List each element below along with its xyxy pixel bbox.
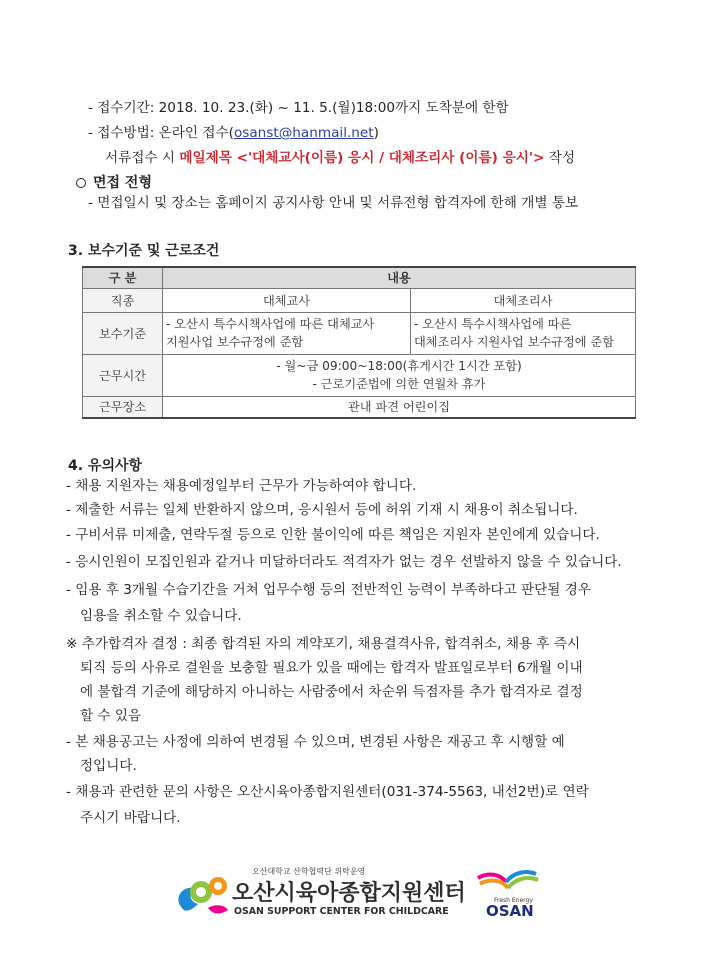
- job-cook: 대체조리사: [411, 288, 636, 312]
- logo-tagline: 오산대학교 산학협력단 위탁운영: [252, 867, 366, 876]
- logo-english-name: OSAN SUPPORT CENTER FOR CHILDCARE: [234, 906, 449, 917]
- notice-item-cont: 주시기 바랍니다.: [80, 810, 181, 826]
- notice-item: - 구비서류 미제출, 연락두절 등으로 인한 불이익에 따른 책임은 지원자 본인에게 있습니다.: [66, 527, 600, 543]
- method-prefix: - 접수방법: 온라인 접수(: [88, 125, 234, 141]
- email-link[interactable]: osanst@hanmail.net: [233, 125, 374, 141]
- notice-item: - 응시인원이 모집인원과 같거나 미달하더라도 적격자가 없는 경우 선발하지 않을 수 있습니다.: [66, 554, 622, 570]
- logo-city-name: OSAN: [486, 902, 534, 920]
- interview-heading: [76, 172, 152, 192]
- center-logo: [168, 864, 548, 934]
- additional-pass-note-cont: 퇴직 등의 사유로 결원을 보충할 필요가 있을 때에는 합격자 발표일로부터 6개월 이내: [80, 660, 583, 676]
- application-period: - 접수기간: 2018. 10. 23.(화) ~ 11. 5.(월)18:00까지 도착분에 한함: [88, 100, 509, 116]
- work-hours: [163, 354, 636, 396]
- pay-teacher-line1: - 오산시 특수시책사업에 따른 대체교사: [166, 317, 375, 331]
- pay-cook: [411, 312, 636, 354]
- notice-item: - 채용 지원자는 채용예정일부터 근무가 가능하여야 합니다.: [66, 478, 417, 494]
- notice-item: - 본 채용공고는 사정에 의하여 변경될 수 있으며, 변경된 사항은 재공고 후 시행할 예: [66, 734, 565, 750]
- pay-cook-line1: - 오산시 특수시책사업에 따른: [414, 317, 572, 331]
- row-label-hours: 근무시간: [83, 354, 163, 396]
- logo-center-name: 오산시육아종합지원센터: [232, 881, 466, 906]
- row-label-job: 직종: [83, 288, 163, 312]
- notice-item: - 임용 후 3개월 수습기간을 거쳐 업무수행 등의 전반적인 능력이 부족하다고 판단될 경우: [66, 582, 592, 598]
- working-conditions-table: [82, 266, 636, 419]
- table-header-content: 내용: [163, 267, 636, 288]
- work-place: 관내 파견 어린이집: [163, 396, 636, 418]
- notice-item: - 제출한 서류는 일체 반환하지 않으며, 응시원서 등에 허위 기재 시 채용이 취소됩니다.: [66, 502, 578, 518]
- logo-graphic: [168, 864, 548, 934]
- email-subject-instruction: [105, 149, 575, 167]
- logo-fresh-energy: Fresh Energy: [494, 897, 533, 904]
- pay-teacher-line2: 지원사업 보수규정에 준함: [166, 335, 304, 349]
- notice-item-cont: 임용을 취소할 수 있습니다.: [80, 608, 242, 624]
- row-label-pay: 보수기준: [83, 312, 163, 354]
- table-header-category: 구 분: [83, 267, 163, 288]
- notice-item: - 채용과 관련한 문의 사항은 오산시육아종합지원센터(031-374-5563, 내선2번)로 연락: [66, 784, 589, 800]
- pay-cook-line2: 대체조리사 지원사업 보수규정에 준함: [414, 335, 614, 349]
- notice-item-cont: 정입니다.: [80, 758, 137, 774]
- work-hours-line1: - 월~금 09:00~18:00(휴게시간 1시간 포함): [276, 359, 522, 373]
- method-suffix: ): [373, 125, 379, 141]
- subject-prefix: 서류접수 시: [105, 150, 180, 166]
- section4-title: 4. 유의사항: [68, 458, 143, 474]
- additional-pass-note-cont: 할 수 있음: [80, 708, 142, 724]
- row-label-place: 근무장소: [83, 396, 163, 418]
- section3-title: 3. 보수기준 및 근로조건: [68, 243, 220, 259]
- subject-format: 메일제목 <'대체교사(이름) 응시 / 대체조리사 (이름) 응시'>: [179, 150, 545, 166]
- application-method: [88, 124, 379, 142]
- job-teacher: 대체교사: [163, 288, 411, 312]
- work-hours-line2: - 근로기준법에 의한 연월차 휴가: [312, 377, 486, 391]
- swirl-logo-icon: [178, 877, 228, 914]
- additional-pass-note-cont: 에 불합격 기준에 해당하지 아니하는 사람중에서 차순위 득점자를 추가 합격자로 결정: [80, 684, 583, 700]
- interview-title: 면접 전형: [93, 175, 152, 191]
- additional-pass-note: ※ 추가합격자 결정 : 최종 합격된 자의 계약포기, 채용결격사유, 합격취소, 채용 후 즉시: [66, 636, 581, 652]
- osan-city-mark-icon: [478, 872, 538, 888]
- subject-suffix: 작성: [544, 150, 575, 166]
- pay-teacher: [163, 312, 411, 354]
- interview-text: - 면접일시 및 장소는 홈페이지 공지사항 안내 및 서류전형 합격자에 한해 개별 통보: [88, 195, 579, 211]
- circle-bullet-icon: [76, 178, 86, 188]
